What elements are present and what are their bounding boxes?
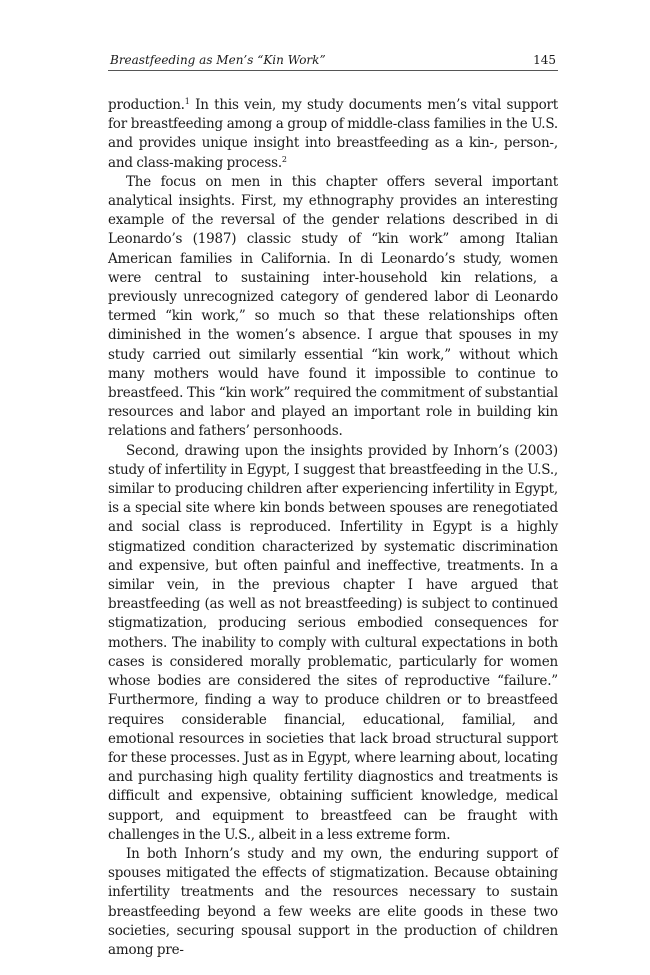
paragraph-1-text-end: In this vein, my study documents men’s vital support for breastfeeding among a group of middle-class families in the U.S. and provides unique insight into breastfeeding as a kin-, person-, and class-making process. [108, 97, 558, 171]
page-number: 145 [533, 53, 556, 67]
paragraph-1 [108, 96, 558, 173]
running-head [108, 50, 558, 71]
paragraph-4: In both Inhorn’s study and my own, the enduring support of spouses mitigated the effects of stigmatization. Because obtaining infertility treatments and the resources necessary to sustain breastfeeding beyond a few weeks are elite goods in these two societies, securing spousal support in the production of children among pre- [108, 845, 558, 958]
footnote-ref-2: 2 [281, 154, 287, 164]
running-title: Breastfeeding as Men’s “Kin Work” [110, 53, 326, 67]
paragraph-1-text-start: production. [108, 97, 185, 113]
body-text [108, 96, 558, 960]
footnote-ref-1: 1 [184, 97, 190, 106]
paragraph-2: The focus on men in this chapter offers several important analytical insights. First, my ethnography provides an interesting example of the reversal of the gender relations described in di Leonardo’s (1987) classic study of “kin work” among Italian American families in California. In di Leonardo’s study, women were central to sustaining inter-household kin relations, a previously unrecognized category of gendered labor di Leonardo termed “kin work,” so much so that these relationships often diminished in the women’s absence. I argue that spouses in my study carried out similarly essential “kin work,” without which many mothers would have found it impossible to continue to breastfeed. This “kin work” required the commitment of substantial resources and labor and played an important role in building kin relations and fathers’ personhoods. [108, 173, 558, 440]
paragraph-3: Second, drawing upon the insights provided by Inhorn’s (2003) study of infertility in Egypt, I suggest that breastfeeding in the U.S., similar to producing children after experiencing infertility in Egypt, is a special site where kin bonds between spouses are renegotiated and social class is reproduced. Infertility in Egypt is a highly stigmatized condition characterized by systematic discrimination and expensive, but often painful and ineffective, treatments. In a similar vein, in the previous chapter I have argued that breastfeeding (as well as not breastfeeding) is subject to continued stigmatization, producing serious embodied consequences for mothers. The inability to comply with cultural expectations in both cases is considered morally problematic, particularly for women whose bodies are considered the sites of reproductive “failure.” Furthermore, finding a way to produce children or to breastfeed requires considerable financial, educational, familial, and emotional resources in societies that lack broad structural support for these processes. Just as in Egypt, where learning about, locating and purchasing high quality fertility diagnostics and treatments is difficult and expensive, obtaining sufficient knowledge, medical support, and equipment to breastfeed can be fraught with challenges in the U.S., albeit in a less extreme form. [108, 442, 558, 843]
